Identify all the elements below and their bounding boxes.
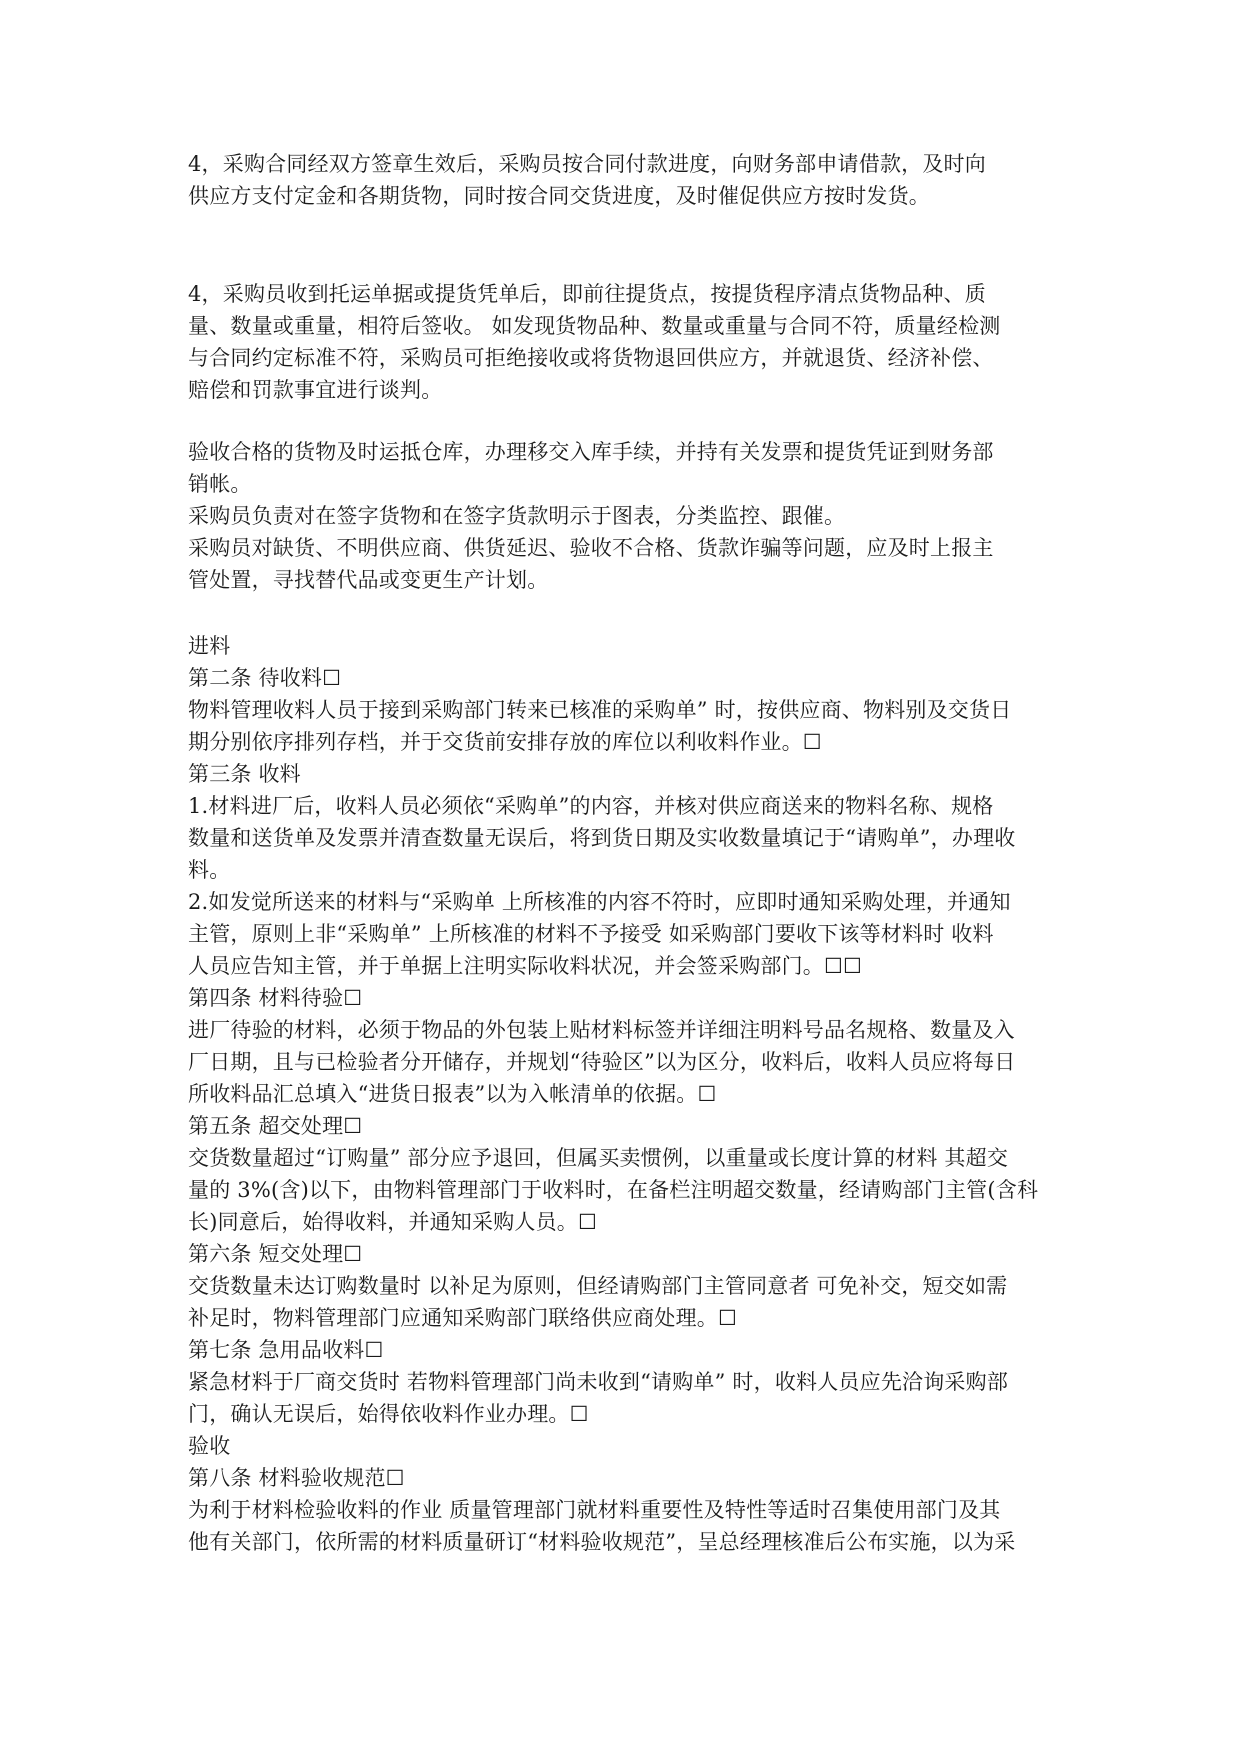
article-heading: 第五条 超交处理☐ [188,1114,363,1138]
article-heading: 第六条 短交处理☐ [188,1242,363,1266]
paragraph-line: 销帐。 [188,472,252,496]
paragraph-line: 期分别依序排列存档，并于交货前安排存放的库位以利收料作业。☐ [188,730,822,754]
paragraph-line: 补足时，物料管理部门应通知采购部门联络供应商处理。☐ [188,1306,738,1330]
paragraph-line: 1.材料进厂后，收料人员必须依“采购单”的内容，并核对供应商送来的物料名称、规格 [188,794,994,818]
paragraph-line: 紧急材料于厂商交货时 若物料管理部门尚未收到“请购单” 时，收料人员应先洽询采购部 [188,1370,1009,1394]
article-heading: 第八条 材料验收规范☐ [188,1466,405,1490]
article-heading: 第四条 材料待验☐ [188,986,363,1010]
paragraph-line: 他有关部门，依所需的材料质量研订“材料验收规范”，呈总经理核准后公布实施，以为采 [188,1530,1016,1554]
section-heading: 验收 [188,1434,231,1458]
paragraph-line: 进厂待验的材料，必须于物品的外包装上贴材料标签并详细注明料号品名规格、数量及入 [188,1018,1015,1042]
paragraph-line: 交货数量超过“订购量” 部分应予退回，但属买卖惯例，以重量或长度计算的材料 其超交 [188,1146,1009,1170]
document-page [188,148,1088,1558]
paragraph-line: 所收料品汇总填入“进货日报表”以为入帐清单的依据。☐ [188,1082,717,1106]
paragraph-line: 主管，原则上非“采购单” 上所核准的材料不予接受 如采购部门要收下该等材料时 收料 [188,922,994,946]
paragraph-line: 管处置，寻找替代品或变更生产计划。 [188,568,549,592]
paragraph-gap [188,212,1088,278]
paragraph-line: 厂日期，且与已检验者分开储存，并规划“待验区”以为区分，收料后，收料人员应将每日 [188,1050,1016,1074]
paragraph-gap [188,596,1088,630]
article-heading: 第七条 急用品收料☐ [188,1338,384,1362]
section-heading: 进料 [188,634,231,658]
paragraph-line: 量的 3%(含)以下，由物料管理部门于收料时，在备栏注明超交数量，经请购部门主管(含科 [188,1178,1039,1202]
paragraph-line: 长)同意后，始得收料，并通知采购人员。☐ [188,1210,598,1234]
paragraph-line: 物料管理收料人员于接到采购部门转来已核准的采购单” 时，按供应商、物料别及交货日 [188,698,1012,722]
paragraph-line: 量、数量或重量，相符后签收。 如发现货物品种、数量或重量与合同不符，质量经检测 [188,314,1001,338]
paragraph-line: 赔偿和罚款事宜进行谈判。 [188,378,443,402]
paragraph-line: 数量和送货单及发票并清查数量无误后，将到货日期及实收数量填记于“请购单”，办理收 [188,826,1016,850]
paragraph-line: 采购员负责对在签字货物和在签字货款明示于图表，分类监控、跟催。 [188,504,846,528]
paragraph-line: 验收合格的货物及时运抵仓库，办理移交入库手续，并持有关发票和提货凭证到财务部 [188,440,994,464]
paragraph-line: 4，采购合同经双方签章生效后，采购员按合同付款进度，向财务部申请借款，及时向 [188,152,986,176]
paragraph-line: 4，采购员收到托运单据或提货凭单后，即前往提货点，按提货程序清点货物品种、质 [188,282,986,306]
paragraph-gap [188,406,1088,436]
article-heading: 第二条 待收料☐ [188,666,342,690]
paragraph-line: 采购员对缺货、不明供应商、供货延迟、验收不合格、货款诈骗等问题，应及时上报主 [188,536,994,560]
paragraph-line: 料。 [188,858,231,882]
paragraph-line: 供应方支付定金和各期货物，同时按合同交货进度，及时催促供应方按时发货。 [188,184,930,208]
article-heading: 第三条 收料 [188,762,301,786]
paragraph-line: 为利于材料检验收料的作业 质量管理部门就材料重要性及特性等适时召集使用部门及其 [188,1498,1001,1522]
paragraph-line: 2.如发觉所送来的材料与“采购单 上所核准的内容不符时，应即时通知采购处理，并通知 [188,890,1011,914]
paragraph-line: 门，确认无误后，始得依收料作业办理。☐ [188,1402,589,1426]
paragraph-line: 与合同约定标准不符，采购员可拒绝接收或将货物退回供应方，并就退货、经济补偿、 [188,346,994,370]
paragraph-line: 交货数量未达订购数量时 以补足为原则，但经请购部门主管同意者 可免补交，短交如需 [188,1274,1008,1298]
paragraph-line: 人员应告知主管，并于单据上注明实际收料状况，并会签采购部门。☐☐ [188,954,863,978]
